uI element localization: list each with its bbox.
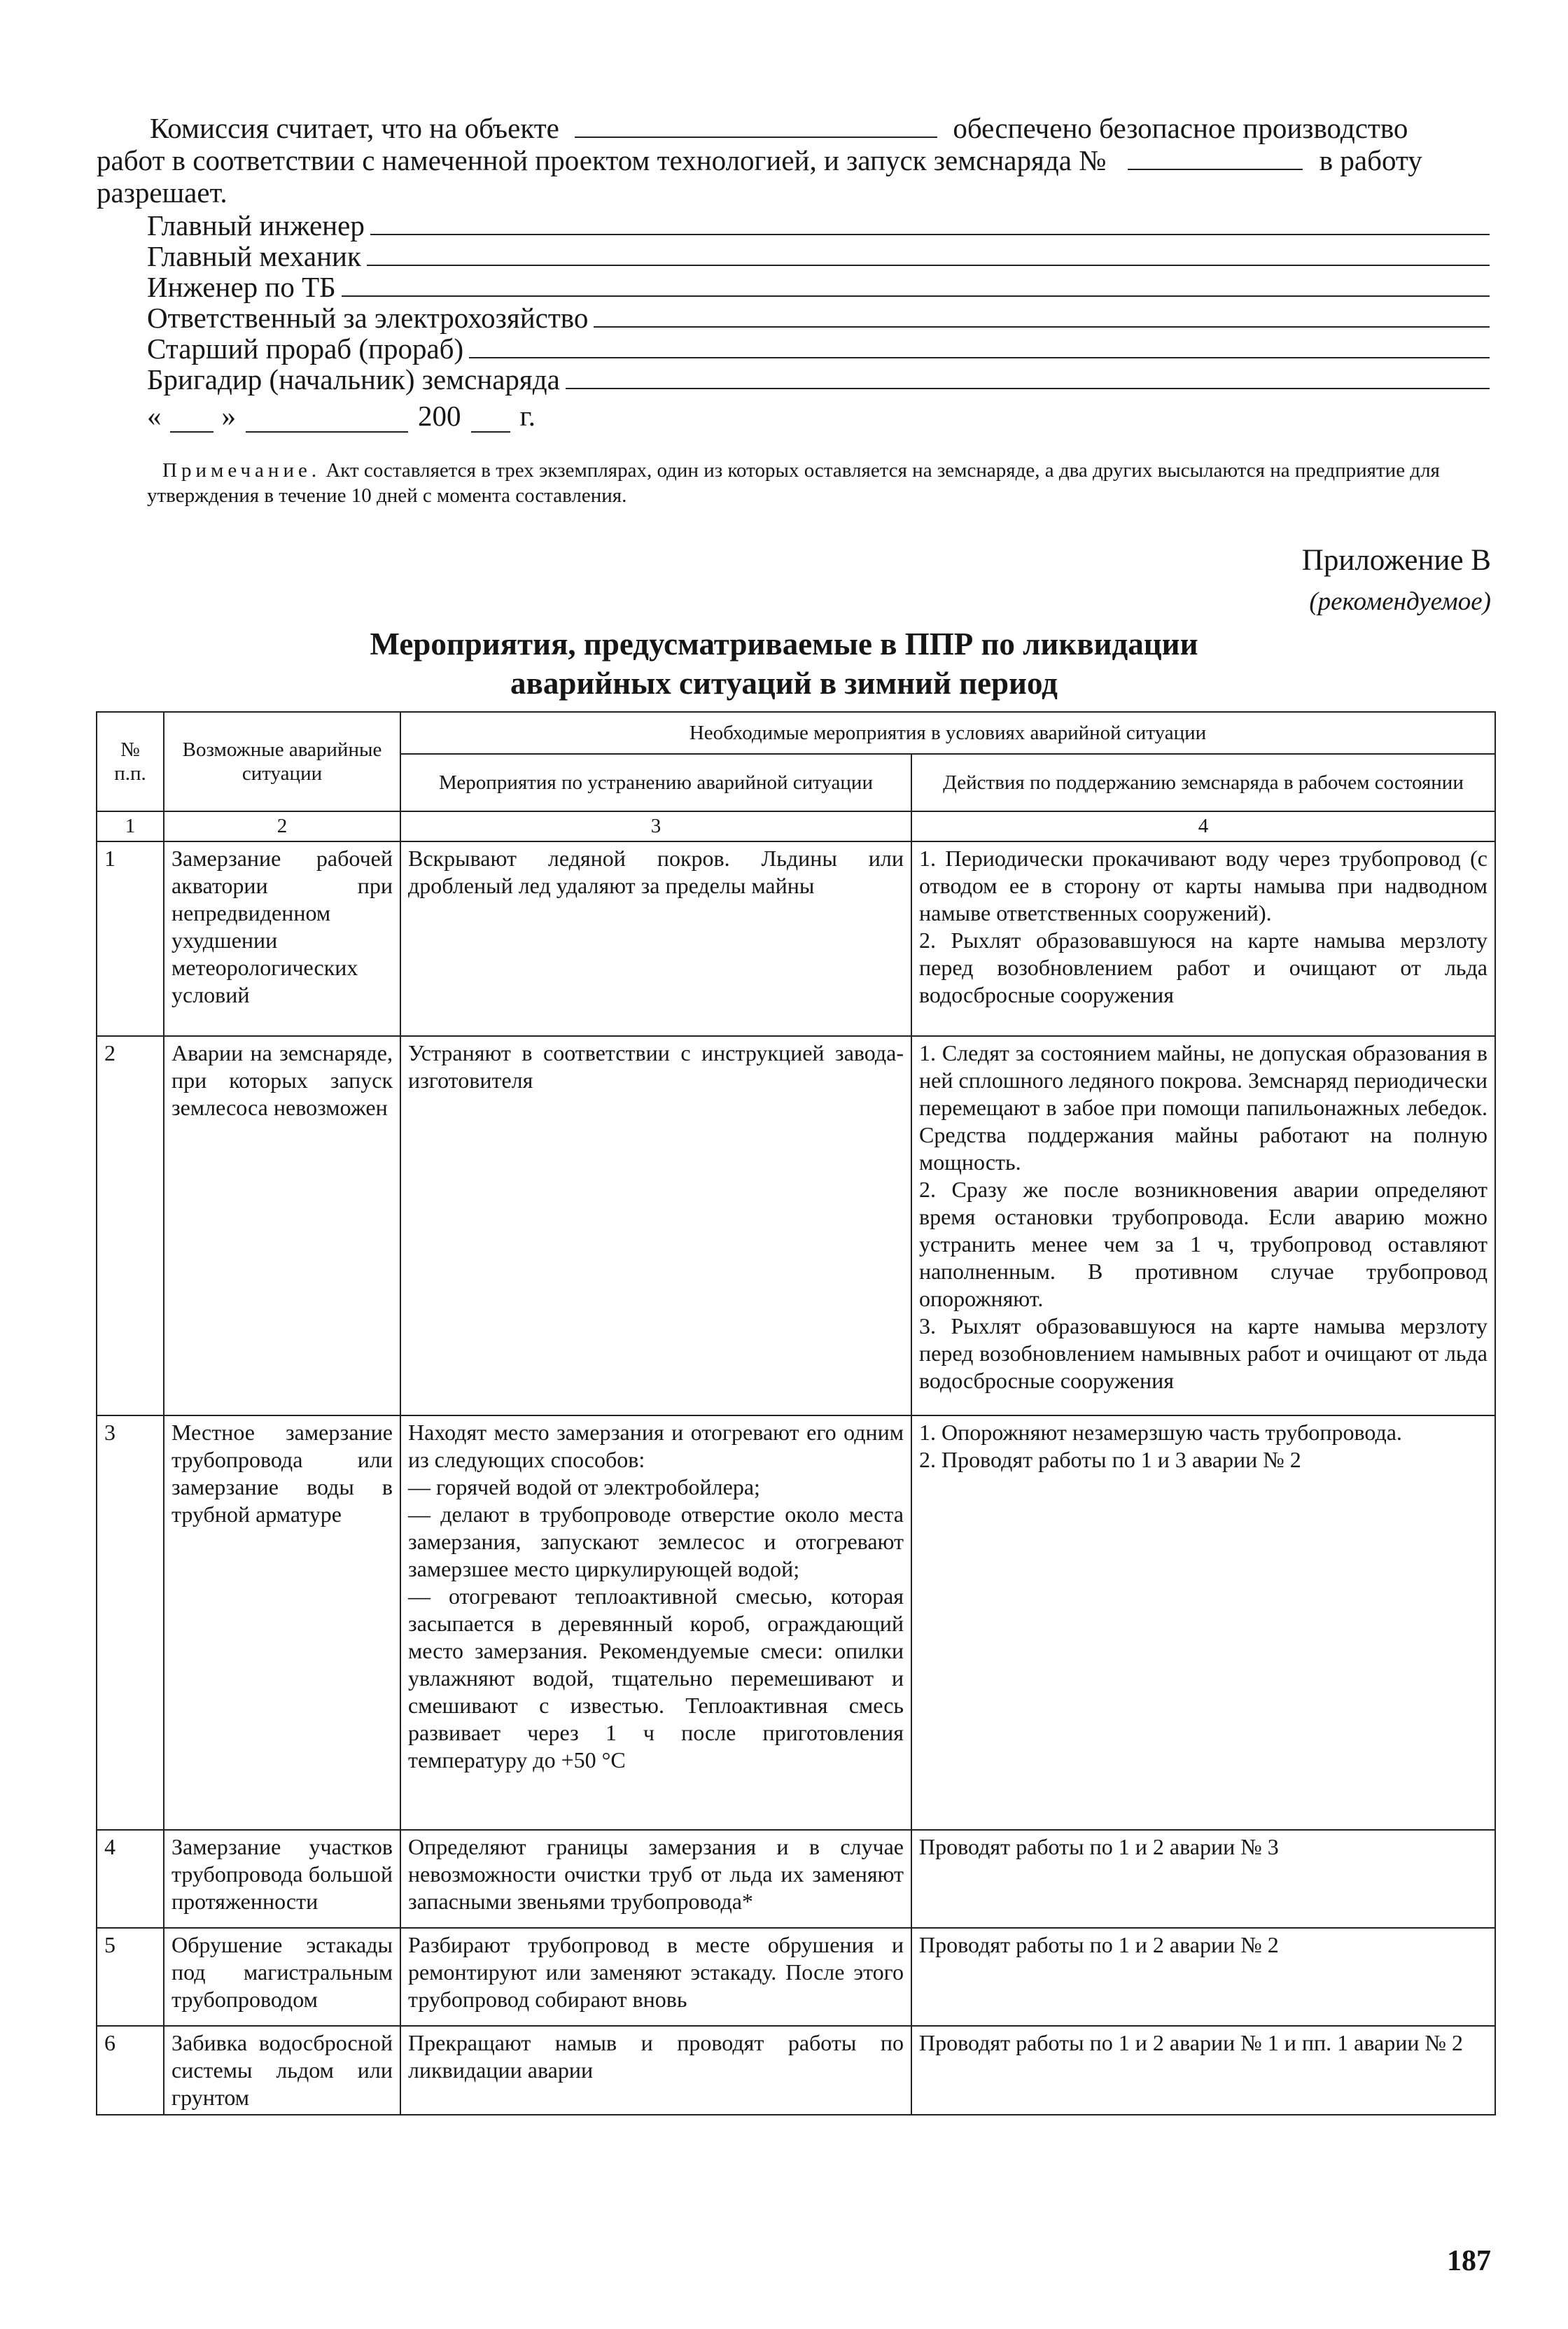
row-number: [97, 1830, 164, 1928]
situation-cell-text: Замерзание участков трубопровода большой протяженности: [172, 1834, 393, 1914]
signature-row: [147, 242, 1490, 273]
act-line1-end: обеспечено безопасное производство: [953, 112, 1408, 144]
row-number-text: 2: [104, 1040, 115, 1065]
measures-cell-text: Прекращают намыв и проводят работы по ликвидации аварии: [408, 2030, 904, 2083]
situation-cell: [164, 1036, 400, 1415]
row-number: [97, 1928, 164, 2026]
situation-cell-text: Местное замерзание трубопровода или замерзание воды в трубной арматуре: [172, 1420, 393, 1527]
situation-cell: [164, 841, 400, 1036]
situation-cell: [164, 1415, 400, 1830]
measures-cell: [400, 1036, 911, 1415]
signature-row: [147, 335, 1490, 365]
table-row: [97, 1036, 1495, 1415]
page-number: 187: [1447, 2245, 1491, 2277]
date-year-blank: [471, 412, 510, 433]
table-row: [97, 1928, 1495, 2026]
table-row: [97, 2026, 1495, 2115]
signature-label: Главный инженер: [147, 209, 365, 242]
situation-cell-text: Замерзание рабочей акватории при непредвиденном ухудшении метеорологических условий: [172, 846, 393, 1007]
measures-table: [96, 711, 1496, 2115]
situation-cell-text: Аварии на земснаряде, при которых запуск землесоса невозможен: [172, 1040, 393, 1120]
actions-cell: [911, 1928, 1495, 2026]
date-year-prefix: 200: [418, 400, 461, 432]
signature-label: Главный механик: [147, 240, 361, 272]
actions-cell: [911, 1415, 1495, 1830]
date-row: [147, 396, 1490, 433]
header-number: № п.п.: [97, 712, 164, 811]
appendix-title: Приложение В: [1301, 544, 1491, 577]
table-row: [97, 1415, 1495, 1830]
actions-cell: [911, 2026, 1495, 2115]
header-measures: Мероприятия по устранению аварийной ситуации: [400, 754, 911, 811]
act-line3: разрешает.: [97, 176, 227, 209]
row-number-text: 4: [104, 1834, 115, 1859]
signature-label: Старший прораб (прораб): [147, 333, 464, 365]
signature-line: [370, 233, 1490, 235]
measures-cell-text: Вскрывают ледяной покров. Льдины или дробленый лед удаляют за пределы майны: [408, 846, 904, 898]
header-group: Необходимые мероприятия в условиях аварийной ситуации: [400, 712, 1495, 754]
note-text: Акт составляется в трех экземплярах, один из которых оставляется на земснаряде, а два других высылаются на предприятие для утверждения в течение 10 дней с момента составления.: [147, 459, 1440, 507]
signature-label: Ответственный за электрохозяйство: [147, 302, 589, 334]
act-statement: [97, 112, 1494, 209]
table-heading: [0, 624, 1568, 703]
signature-line: [342, 295, 1490, 297]
actions-cell-text: Проводят работы по 1 и 2 аварии № 2: [919, 1932, 1279, 1957]
column-number: 4: [911, 811, 1495, 841]
act-line2-start: работ в соответствии с намеченной проектом технологией, и запуск земснаряда №: [97, 144, 1107, 176]
table-heading-line1: Мероприятия, предусматриваемые в ППР по ликвидации: [370, 627, 1198, 662]
measures-cell: [400, 1928, 911, 2026]
row-number-text: 6: [104, 2030, 115, 2055]
row-number-text: 1: [104, 846, 115, 871]
object-blank: [575, 116, 937, 138]
column-number-row: [97, 811, 1495, 841]
measures-cell-text: Определяют границы замерзания и в случае невозможности очистки труб от льда их заменяют запасными звеньями трубопровода*: [408, 1834, 904, 1914]
date-suffix: г.: [519, 400, 536, 432]
signature-line: [367, 264, 1490, 266]
measures-cell: [400, 1830, 911, 1928]
date-day-blank: [170, 412, 214, 433]
signature-line: [566, 387, 1490, 389]
act-line2-end: в работу: [1319, 144, 1422, 176]
signature-line: [594, 326, 1490, 328]
measures-cell: [400, 841, 911, 1036]
actions-cell-text: Проводят работы по 1 и 2 аварии № 3: [919, 1834, 1279, 1859]
signature-row: [147, 365, 1490, 396]
row-number: [97, 1036, 164, 1415]
situation-cell-text: Забивка водосбросной системы льдом или грунтом: [172, 2030, 393, 2110]
signature-row: [147, 304, 1490, 335]
row-number-text: 5: [104, 1932, 115, 1957]
signature-label: Бригадир (начальник) земснаряда: [147, 363, 560, 396]
column-number: 3: [400, 811, 911, 841]
header-actions: Действия по поддержанию земснаряда в рабочем состоянии: [911, 754, 1495, 811]
signature-block: [147, 211, 1490, 433]
table-row: [97, 1830, 1495, 1928]
situation-cell-text: Обрушение эстакады под магистральным трубопроводом: [172, 1932, 393, 2012]
measures-cell-text: Находят место замерзания и отогревают его одним из следующих способов: — горячей водой от электробойлера; — делают в трубопроводе отверстие около места замерзания, запускают землесос и отогревают замерзшее место циркулирующей водой; — отогревают теплоактивной смесью, которая засыпается в деревянный короб, ограждающий место замерзания. Рекомендуемые смеси: опилки увлажняют водой, тщательно перемешивают и смешивают с известью. Теплоактивная смесь развивает через 1 ч после приготовления температуру до +50 °С: [408, 1420, 904, 1772]
row-number: [97, 2026, 164, 2115]
situation-cell: [164, 1928, 400, 2026]
signature-label: Инженер по ТБ: [147, 271, 336, 303]
actions-cell-text: 1. Периодически прокачивают воду через трубопровод (с отводом ее в сторону от карты намыва при надводном намыве ответственных сооружений). 2. Рыхлят образовавшуюся на карте намыва мерзлоту перед возобновлением работ и очищают от льда водосбросные сооружения: [919, 846, 1488, 1007]
signature-line: [469, 356, 1490, 358]
actions-cell-text: 1. Опорожняют незамерзшую часть трубопровода. 2. Проводят работы по 1 и 3 аварии № 2: [919, 1420, 1402, 1472]
situation-cell: [164, 2026, 400, 2115]
act-line1-start: Комиссия считает, что на объекте: [150, 112, 559, 144]
row-number: [97, 841, 164, 1036]
date-quote-close: »: [221, 400, 236, 432]
column-number: 2: [164, 811, 400, 841]
table-header-row: [97, 712, 1495, 754]
measures-cell: [400, 2026, 911, 2115]
row-number: [97, 1415, 164, 1830]
date-month-blank: [246, 412, 408, 433]
table-row: [97, 841, 1495, 1036]
actions-cell-text: 1. Следят за состоянием майны, не допуская образования в ней сплошного ледяного покрова. Земснаряд периодически перемещают в забое при помощи папильонажных лебедок. Средства поддержания майны работают на полную мощность. 2. Сразу же после возникновения аварии определяют время остановки трубопровода. Если аварию можно устранить менее чем за 1 ч, трубопровод оставляют наполненным. В противном случае трубопровод опорожняют. 3. Рыхлят образовавшуюся на карте намыва мерзлоту перед возобновлением намывных работ и очищают от льда водосбросные сооружения: [919, 1040, 1488, 1393]
measures-cell-text: Разбирают трубопровод в месте обрушения и ремонтируют или заменяют эстакаду. После этого трубопровод собирают вновь: [408, 1932, 904, 2012]
situation-cell: [164, 1830, 400, 1928]
table-heading-line2: аварийных ситуаций в зимний период: [510, 666, 1058, 701]
measures-cell-text: Устраняют в соответствии с инструкцией завода-изготовителя: [408, 1040, 904, 1093]
header-situations: Возможные аварийные ситуации: [164, 712, 400, 811]
actions-cell: [911, 1036, 1495, 1415]
date-quote-open: «: [147, 400, 162, 432]
footnote-note: [147, 458, 1492, 508]
appendix-subtitle: (рекомендуемое): [1309, 587, 1491, 616]
actions-cell: [911, 1830, 1495, 1928]
note-label: Примечание.: [162, 459, 321, 482]
column-number: 1: [97, 811, 164, 841]
row-number-text: 3: [104, 1420, 115, 1445]
actions-cell: [911, 841, 1495, 1036]
signature-row: [147, 211, 1490, 242]
signature-row: [147, 273, 1490, 304]
actions-cell-text: Проводят работы по 1 и 2 аварии № 1 и пп. 1 аварии № 2: [919, 2030, 1463, 2055]
measures-cell: [400, 1415, 911, 1830]
dredger-number-blank: [1128, 148, 1303, 170]
